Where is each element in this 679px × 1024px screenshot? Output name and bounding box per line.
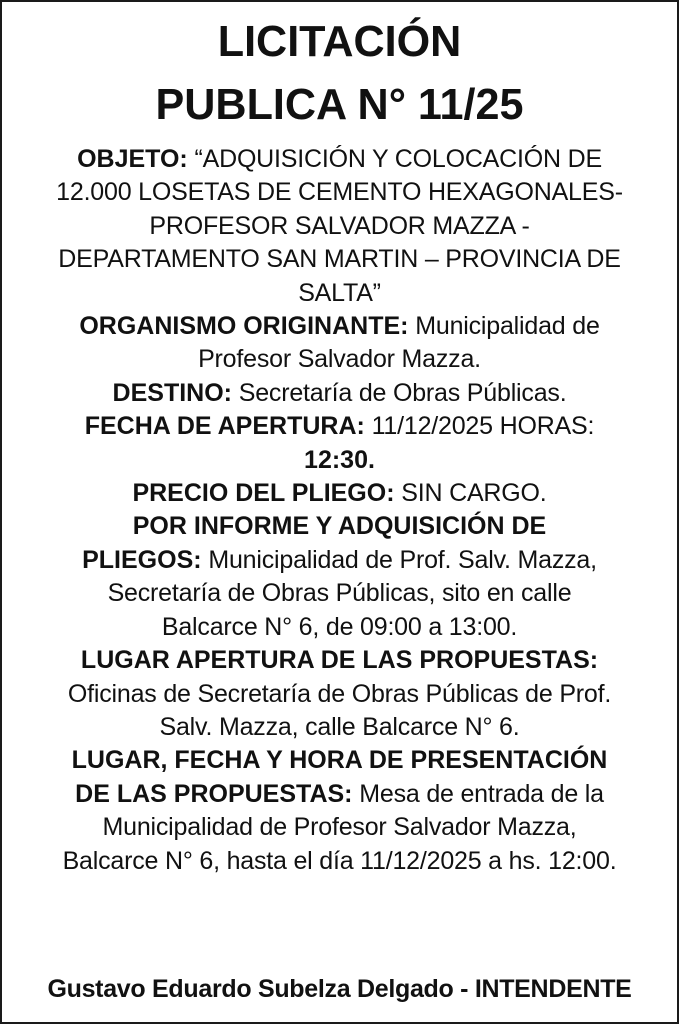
notice-body [12, 143, 667, 878]
informe-line2: Secretaría de Obras Públicas, sito en calle [107, 579, 572, 608]
precio-value: SIN CARGO. [401, 479, 547, 508]
presentacion-line2: Municipalidad de Profesor Salvador Mazza, [102, 813, 577, 842]
destino-line [12, 377, 667, 410]
objeto-label: OBJETO: [77, 145, 188, 173]
informe-text-1: Municipalidad de Prof. Salv. Mazza, [208, 545, 597, 574]
lugar-apertura-line1: Oficinas de Secretaría de Obras Públicas de Prof. [67, 679, 612, 708]
fecha-apertura-line [12, 410, 667, 443]
fecha-apertura-time: 12:30. [304, 445, 375, 474]
informe-line1 [12, 544, 667, 577]
lugar-apertura-label: LUGAR APERTURA DE LAS PROPUESTAS: [80, 646, 599, 675]
presentacion-line3: Balcarce N° 6, hasta el día 11/12/2025 a hs. 12:00. [62, 846, 617, 875]
notice-title-line1: LICITACIÓN [217, 17, 462, 66]
informe-line3: Balcarce N° 6, de 09:00 a 13:00. [161, 612, 518, 641]
objeto-line3: PROFESOR SALVADOR MAZZA - [149, 211, 530, 240]
objeto-line1 [12, 143, 667, 176]
signature: Gustavo Eduardo Subelza Delgado - INTENDENTE [47, 975, 632, 1003]
objeto-line2: 12.000 LOSETAS DE CEMENTO HEXAGONALES- [56, 178, 623, 207]
destino-label: DESTINO: [112, 378, 232, 407]
organismo-line1 [12, 310, 667, 343]
informe-label-line2: PLIEGOS: [82, 545, 202, 574]
organismo-text-1: Municipalidad de [415, 312, 600, 341]
notice-title-line2: PUBLICA N° 11/25 [155, 80, 524, 129]
fecha-apertura-value: 11/12/2025 HORAS: [371, 412, 595, 441]
objeto-line4: DEPARTAMENTO SAN MARTIN – PROVINCIA DE [58, 245, 621, 274]
precio-label: PRECIO DEL PLIEGO: [132, 479, 395, 508]
informe-label-line1: POR INFORME Y ADQUISICIÓN DE [132, 512, 547, 541]
organismo-line2: Profesor Salvador Mazza. [198, 345, 481, 374]
presentacion-label-line1: LUGAR, FECHA Y HORA DE PRESENTACIÓN [71, 746, 608, 775]
fecha-apertura-label: FECHA DE APERTURA: [84, 412, 365, 441]
objeto-text-1: “ADQUISICIÓN Y COLOCACIÓN DE [194, 145, 602, 173]
presentacion-text-1: Mesa de entrada de la [359, 779, 604, 808]
presentacion-label-line2: DE LAS PROPUESTAS: [75, 779, 353, 808]
presentacion-line1 [12, 778, 667, 811]
lugar-apertura-line2: Salv. Mazza, calle Balcarce N° 6. [159, 712, 520, 741]
objeto-line5: SALTA” [298, 278, 381, 307]
destino-value: Secretaría de Obras Públicas. [238, 378, 567, 407]
organismo-label: ORGANISMO ORIGINANTE: [79, 312, 409, 341]
precio-line [12, 477, 667, 510]
